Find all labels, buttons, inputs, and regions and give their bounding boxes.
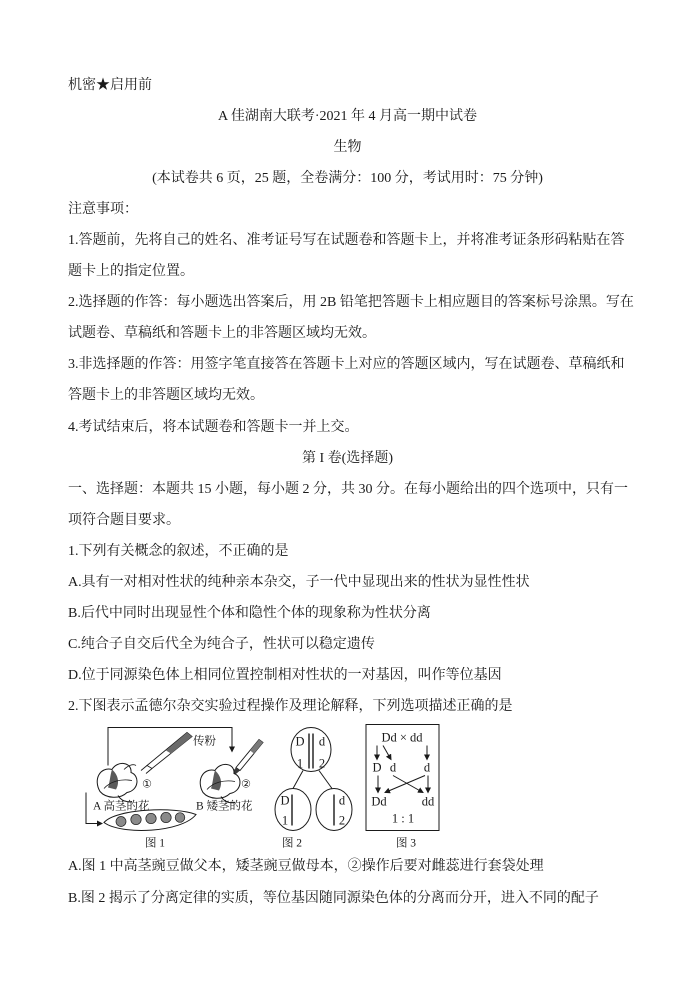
figure-2 bbox=[275, 728, 352, 850]
figure-3 bbox=[366, 725, 439, 850]
flower-b-illustration bbox=[200, 765, 240, 803]
notice-line: 试题卷、草稿纸和答题卡上的非答题区域均无效。 bbox=[68, 326, 376, 342]
gamete-right-allele: d bbox=[338, 793, 346, 808]
parent-allele-left: D bbox=[295, 734, 305, 749]
figure-1-caption: 图 1 bbox=[144, 837, 166, 850]
part-title: 第 I 卷(选择题) bbox=[302, 450, 393, 466]
question-2-figures bbox=[0, 722, 695, 851]
pea bbox=[175, 813, 185, 823]
parent-allele-right: d bbox=[318, 734, 326, 749]
parent-chromosome-right: 2 bbox=[318, 756, 326, 771]
gamete-right-chromosome: 2 bbox=[338, 813, 346, 828]
exam-info: (本试卷共 6 页，25 题，全卷满分：100 分，考试用时：75 分钟) bbox=[152, 170, 543, 186]
question-1-option-c: C.纯合子自交后代全为纯合子，性状可以稳定遗传 bbox=[68, 637, 375, 653]
notice-line: 2.选择题的作答：每小题选出答案后，用 2B 铅笔把答题卡上相应题目的答案标号涂黑。写在 bbox=[68, 295, 634, 311]
gamete-arrow bbox=[383, 746, 391, 760]
offspring-recessive: dd bbox=[421, 794, 435, 809]
step-1-marker: ① bbox=[142, 777, 152, 791]
pollination-label: 传粉 bbox=[193, 735, 216, 748]
subject-title: 生物 bbox=[333, 139, 362, 155]
ratio-label: 1 : 1 bbox=[391, 811, 415, 826]
notice-heading: 注意事项： bbox=[68, 201, 138, 217]
pea-pod-illustration bbox=[104, 810, 196, 831]
exam-title: A 佳湖南大联考·2021 年 4 月高一期中试卷 bbox=[218, 108, 477, 124]
flower-b-label: B 矮茎的花 bbox=[196, 800, 253, 813]
figures-svg bbox=[0, 722, 695, 851]
notice-line: 4.考试结束后，将本试题卷和答题卡一并上交。 bbox=[68, 419, 359, 435]
division-line bbox=[319, 771, 332, 789]
pea bbox=[116, 817, 126, 827]
gamete-left-chromosome: 1 bbox=[281, 813, 289, 828]
flower-a-label: A 高茎的花 bbox=[93, 800, 150, 813]
question-1-option-b: B.后代中同时出现显性个体和隐性个体的现象称为性状分离 bbox=[68, 606, 431, 622]
brush-icon bbox=[230, 740, 263, 777]
figure-3-caption: 图 3 bbox=[395, 837, 417, 850]
figure-1 bbox=[86, 728, 263, 850]
parent-chromosome-left: 1 bbox=[296, 756, 304, 771]
cross-label: Dd × dd bbox=[381, 730, 423, 745]
figure-2-caption: 图 2 bbox=[281, 837, 303, 850]
page-content bbox=[0, 70, 695, 914]
question-1-stem: 1.下列有关概念的叙述，不正确的是 bbox=[68, 543, 289, 559]
section-instructions: 项符合题目要求。 bbox=[68, 512, 180, 528]
pea bbox=[161, 813, 171, 823]
confidential-label: 机密★启用前 bbox=[68, 77, 152, 93]
gamete-left-allele: D bbox=[280, 793, 290, 808]
step-2-marker: ② bbox=[241, 777, 251, 791]
pea bbox=[146, 814, 156, 824]
question-2-stem: 2.下图表示孟德尔杂交实验过程操作及理论解释，下列选项描述正确的是 bbox=[68, 699, 513, 715]
offspring-dominant: Dd bbox=[371, 794, 387, 809]
question-1-option-d: D.位于同源染色体上相同位置控制相对性状的一对基因，叫作等位基因 bbox=[68, 668, 502, 684]
tweezers-icon bbox=[141, 733, 192, 774]
gamete-left-1: D bbox=[372, 760, 382, 775]
question-2-option-a: A.图 1 中高茎豌豆做父本，矮茎豌豆做母本，②操作后要对雌蕊进行套袋处理 bbox=[68, 859, 544, 875]
division-line bbox=[293, 771, 303, 789]
notice-line: 答题卡上的非答题区域均无效。 bbox=[68, 388, 264, 404]
notice-line: 1.答题前，先将自己的姓名、准考证号写在试题卷和答题卡上，并将准考证条形码粘贴在答 bbox=[68, 232, 625, 248]
section-instructions: 一、选择题：本题共 15 小题，每小题 2 分，共 30 分。在每小题给出的四个选项中，只有一 bbox=[68, 481, 628, 497]
flower-a-illustration bbox=[97, 764, 137, 802]
gamete-left-2: d bbox=[389, 760, 397, 775]
gamete-right: d bbox=[423, 760, 431, 775]
question-2-option-b: B.图 2 揭示了分离定律的实质，等位基因随同源染色体的分离而分开，进入不同的配子 bbox=[68, 890, 599, 906]
pea bbox=[131, 815, 141, 825]
question-1-option-a: A.具有一对相对性状的纯种亲本杂交，子一代中显现出来的性状为显性性状 bbox=[68, 575, 530, 590]
notice-line: 题卡上的指定位置。 bbox=[68, 264, 194, 280]
notice-line: 3.非选择题的作答：用签字笔直接答在答题卡上对应的答题区域内，写在试题卷、草稿纸和 bbox=[68, 357, 625, 373]
